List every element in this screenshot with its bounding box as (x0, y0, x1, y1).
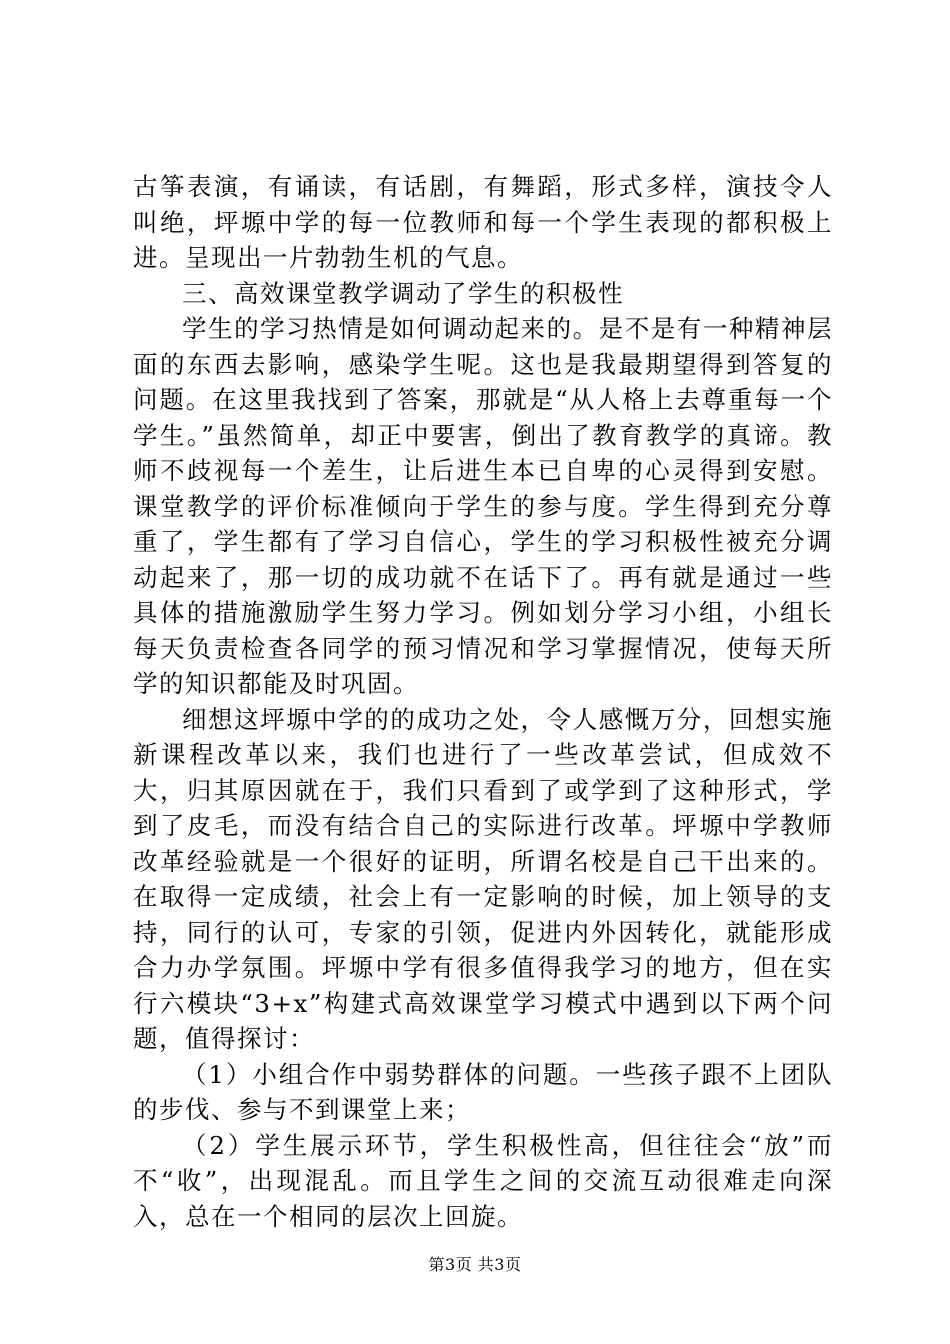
list-item: （1）小组合作中弱势群体的问题。一些孩子跟不上团队的步伐、参与不到课堂上来； (133, 1059, 833, 1124)
paragraph: 细想这坪塬中学的的成功之处，令人感慨万分，回想实施新课程改革以来，我们也进行了一些改革尝试，但成效不大，归其原因就在于，我们只看到了或学到了这种形式，学到了皮毛，而没有结合自己的实际进行改革。坪塬中学教师改革经验就是一个很好的证明，所谓名校是自己干出来的。在取得一定成绩，社会上有一定影响的时候，加上领导的支持，同行的认可，专家的引领，促进内外因转化，就能形成合力办学氛围。坪塬中学有很多值得我学习的地方，但在实行六模块“3+x”构建式高效课堂学习模式中遇到以下两个问题，值得探讨： (133, 704, 833, 1053)
list-item: （2）学生展示环节，学生积极性高，但往往会“放”而不“收”，出现混乱。而且学生之间的交流互动很难走向深入，总在一个相同的层次上回旋。 (133, 1130, 833, 1231)
section-heading: 三、高效课堂教学调动了学生的积极性 (182, 278, 624, 308)
document-body (133, 169, 833, 1234)
paragraph: 古筝表演，有诵读，有话剧，有舞蹈，形式多样，演技令人叫绝，坪塬中学的每一位教师和每一个学生表现的都积极上进。呈现出一片勃勃生机的气息。 (133, 172, 833, 272)
page-footer (0, 1254, 950, 1276)
page-number: 第3页 共3页 (428, 1255, 522, 1274)
paragraph: 学生的学习热情是如何调动起来的。是不是有一种精神层面的东西去影响，感染学生呢。这也是我最期望得到答复的问题。在这里我找到了答案，那就是“从人格上去尊重每一个学生。”虽然简单，却正中要害，倒出了教育教学的真谛。教师不歧视每一个差生，让后进生本已自卑的心灵得到安慰。课堂教学的评价标准倾向于学生的参与度。学生得到充分尊重了，学生都有了学习自信心，学生的学习积极性被充分调动起来了，那一切的成功就不在话下了。再有就是通过一些具体的措施激励学生努力学习。例如划分学习小组，小组长每天负责检查各同学的预习情况和学习掌握情况，使每天所学的知识都能及时巩固。 (133, 314, 833, 698)
